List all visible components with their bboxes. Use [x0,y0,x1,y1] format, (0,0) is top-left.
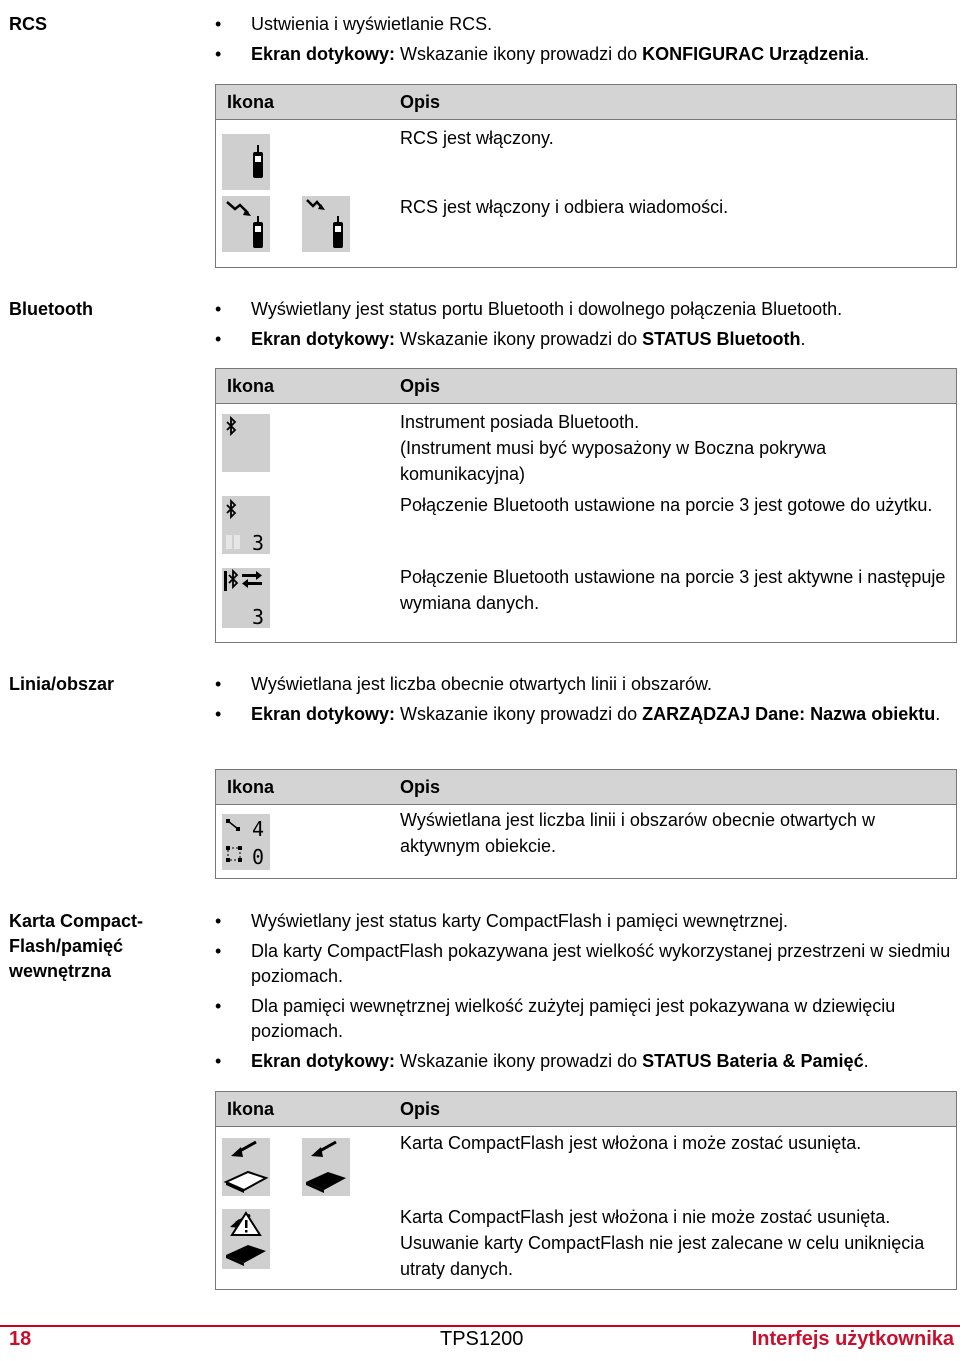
table-row [216,1201,956,1289]
bluetooth-active-icon [222,568,270,628]
compactflash-removable-icon [222,1138,270,1196]
rcs-receiving-icon [302,196,350,252]
compactflash-removable-icon [302,1138,350,1196]
table-cell: Instrument posiada Bluetooth. (Instrument musi być wyposażony w Boczna pokrywa komunikacyjna) [400,412,827,484]
bluetooth-table [215,368,957,643]
section-label-compactflash: Karta Compact- Flash/pamięć wewnętrzna [9,911,144,981]
bluetooth-bullets [215,297,955,357]
list-item: • Ekran dotykowy: Wskazanie ikony prowadzi do ZARZĄDZAJ Dane: Nazwa obiektu. [215,702,955,727]
section-label-bluetooth: Bluetooth [9,299,93,319]
list-item: • Wyświetlany jest status karty CompactFlash i pamięci wewnętrznej. [215,909,955,934]
chapter-title: Interfejs użytkownika [751,1328,954,1350]
list-item: • Ekran dotykowy: Wskazanie ikony prowadzi do KONFIGURAC Urządzenia. [215,42,955,67]
table-row [216,404,956,490]
table-cell: Połączenie Bluetooth ustawione na porcie 3 jest aktywne i następuje wymiana danych. [400,567,946,613]
table-cell: Karta CompactFlash jest włożona i nie może zostać usunięta. Usuwanie karty CompactFlash nie jest zalecane w celu uniknięcia utraty danych. [400,1207,925,1279]
table-row [216,805,956,877]
table-header: Ikona Opis [216,770,956,805]
list-item: • Wyświetlana jest liczba obecnie otwartych linii i obszarów. [215,672,955,697]
list-item: • Ekran dotykowy: Wskazanie ikony prowadzi do STATUS Bateria & Pamięć. [215,1049,955,1074]
rcs-receiving-icon [222,196,270,252]
product-name: TPS1200 [440,1328,524,1350]
list-item: • Wyświetlany jest status portu Bluetooth i dowolnego połączenia Bluetooth. [215,297,955,322]
footer-divider [0,1325,960,1327]
list-item: • Dla karty CompactFlash pokazywana jest wielkość wykorzystanej przestrzeni w siedmiu poziomach. [215,939,955,989]
bluetooth-icon [222,414,270,472]
list-item: • Ekran dotykowy: Wskazanie ikony prowadzi do STATUS Bluetooth. [215,327,955,352]
table-row [216,120,956,194]
table-cell: RCS jest włączony i odbiera wiadomości. [400,197,729,217]
compactflash-bullets [215,909,955,1079]
bluetooth-ready-icon [222,496,270,554]
svg-text:0: 0 [252,845,265,869]
line-area-icon [222,814,270,870]
list-item: • Dla pamięci wewnętrznej wielkość zużytej pamięci jest pokazywana w dziewięciu poziomach. [215,994,955,1044]
svg-text:3: 3 [252,605,265,628]
rcs-on-icon [222,134,270,190]
table-cell: Karta CompactFlash jest włożona i może zostać usunięta. [400,1133,862,1153]
svg-text:4: 4 [252,817,265,841]
compactflash-table [215,1091,957,1290]
table-cell: Wyświetlana jest liczba linii i obszarów obecnie otwartych w aktywnym obiekcie. [400,810,876,856]
lines-table [215,769,957,879]
table-row [216,1127,956,1201]
lines-bullets [215,672,955,732]
page-number: 18 [9,1328,32,1350]
section-label-lines: Linia/obszar [9,674,115,694]
table-header: Ikona Opis [216,85,956,120]
table-row [216,490,956,562]
table-cell: RCS jest włączony. [400,128,554,148]
compactflash-locked-warning-icon [222,1209,270,1269]
table-cell: Połączenie Bluetooth ustawione na porcie 3 jest gotowe do użytku. [400,495,933,515]
rcs-table [215,84,957,268]
svg-text:3: 3 [252,531,265,554]
table-header: Ikona Opis [216,1092,956,1127]
section-label-rcs: RCS [9,14,48,34]
list-item: • Ustwienia i wyświetlanie RCS. [215,12,955,37]
table-row [216,562,956,638]
table-header: Ikona Opis [216,369,956,404]
table-row [216,194,956,266]
rcs-bullets [215,12,955,72]
